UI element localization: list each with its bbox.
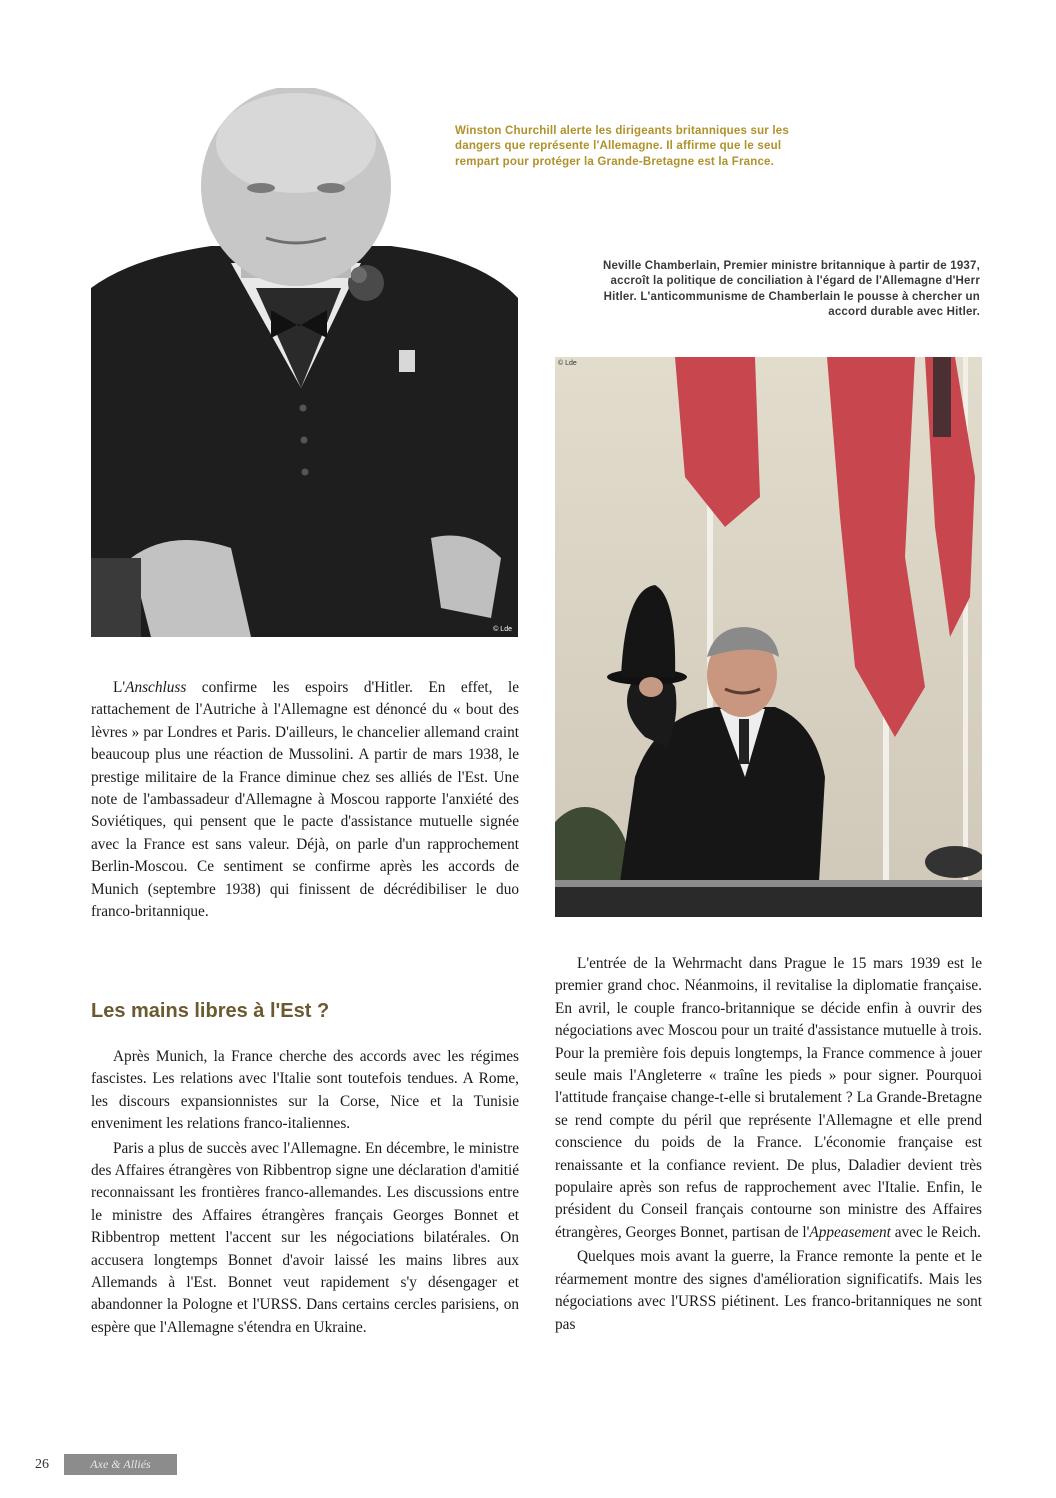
intro-prefix: L' (113, 679, 126, 696)
appeasement-term: Appeasement (809, 1223, 891, 1241)
churchill-photo (91, 88, 518, 637)
right-column-body (555, 953, 982, 1336)
page-number: 26 (35, 1457, 49, 1472)
right-paragraph-1-end: avec le Reich. (890, 1223, 981, 1241)
section-paragraph-1: Après Munich, la France cherche des accords avec les régimes fascistes. Les relations avec l'Italie sont toutefois tendues. A Rome, les discours expansionnistes sur la Corse, Nice et la Tunisie enveniment les relations franco-italiennes. (91, 1048, 519, 1133)
right-paragraph-1-text: L'entrée de la Wehrmacht dans Prague le 15 mars 1939 est le premier grand choc. Néanmoins, il revitalise la diplomatie française. En avril, le couple franco-britannique se décide enfin à ouvrir des négociations avec Moscou pour un traité d'assistance mutuelle à trois. Pour la première fois depuis longtemps, la France commence à jouer seule mais l'Angleterre « traîne les pieds » pour signer. Pourquoi l'attitude française change-t-elle si brutalement ? La Grande-Bretagne se rend compte du péril que représente l'Allemagne et elle prend conscience du poids de la France. L'économie française est renaissante et la confiance revient. De plus, Daladier devient très populaire après son refus de rapprochement avec l'Italie. Enfin, le président du Conseil français contourne son ministre des Affaires étrangères, Georges Bonnet, partisan de l' (555, 955, 982, 1241)
anschluss-term: Anschluss (125, 679, 187, 696)
magazine-label: Axe & Alliés (64, 1454, 177, 1475)
photo-credit: © Lde (493, 626, 512, 633)
churchill-caption: Winston Churchill alerte les dirigeants britanniques sur les dangers que représente l'Allemagne. Il affirme que le seul rempart pour protéger la Grande-Bretagne est la France. (455, 125, 789, 168)
section-heading: Les mains libres à l'Est ? (91, 1000, 330, 1022)
section-body (91, 1046, 519, 1339)
photo-credit: © Lde (558, 360, 577, 367)
right-paragraph-2: Quelques mois avant la guerre, la France remonte la pente et le réarmement montre des signes d'amélioration significatifs. Mais les négociations avec l'URSS piétinent. Les franco-britanniques ne sont pas (555, 1248, 982, 1333)
intro-paragraph (91, 677, 519, 923)
chamberlain-caption: Neville Chamberlain, Premier ministre britannique à partir de 1937, accroît la politique de conciliation à l'égard de l'Allemagne d'Herr Hitler. L'anticommunisme de Chamberlain le pousse à chercher un accord durable avec Hitler. (602, 260, 980, 319)
section-paragraph-2: Paris a plus de succès avec l'Allemagne. En décembre, le ministre des Affaires étrangères von Ribbentrop signe une déclaration d'amitié reconnaissant les frontières franco-allemandes. Les discussions entre le ministre des Affaires étrangères français Georges Bonnet et Ribbentrop mettent l'accent sur les négociations bilatérales. On accusera longtemps Bonnet d'avoir laissé les mains libres aux Allemands à l'Est. Bonnet veut rapidement s'y désengager et abandonner la Pologne et l'URSS. Dans certains cercles parisiens, on espère que l'Allemagne s'étendra en Ukraine. (91, 1139, 519, 1336)
chamberlain-photo (555, 357, 982, 917)
intro-text: confirme les espoirs d'Hitler. En effet, le rattachement de l'Autriche à l'Allemagne est dénoncé du « bout des lèvres » par Londres et Paris. D'ailleurs, le chancelier allemand craint beaucoup plus une réaction de Mussolini. A partir de mars 1938, le prestige militaire de la France diminue chez ses alliés de l'Est. Une note de l'ambassadeur d'Allemagne à Moscou rapporte l'anxiété des Soviétiques, qui pensent que le pacte d'assistance mutuelle signée avec la France est sans valeur. Déjà, on parle d'un rapprochement Berlin-Moscou. Ce sentiment se confirme après les accords de Munich (septembre 1938) qui finissent de décrédibiliser le duo franco-britannique. (91, 679, 519, 921)
